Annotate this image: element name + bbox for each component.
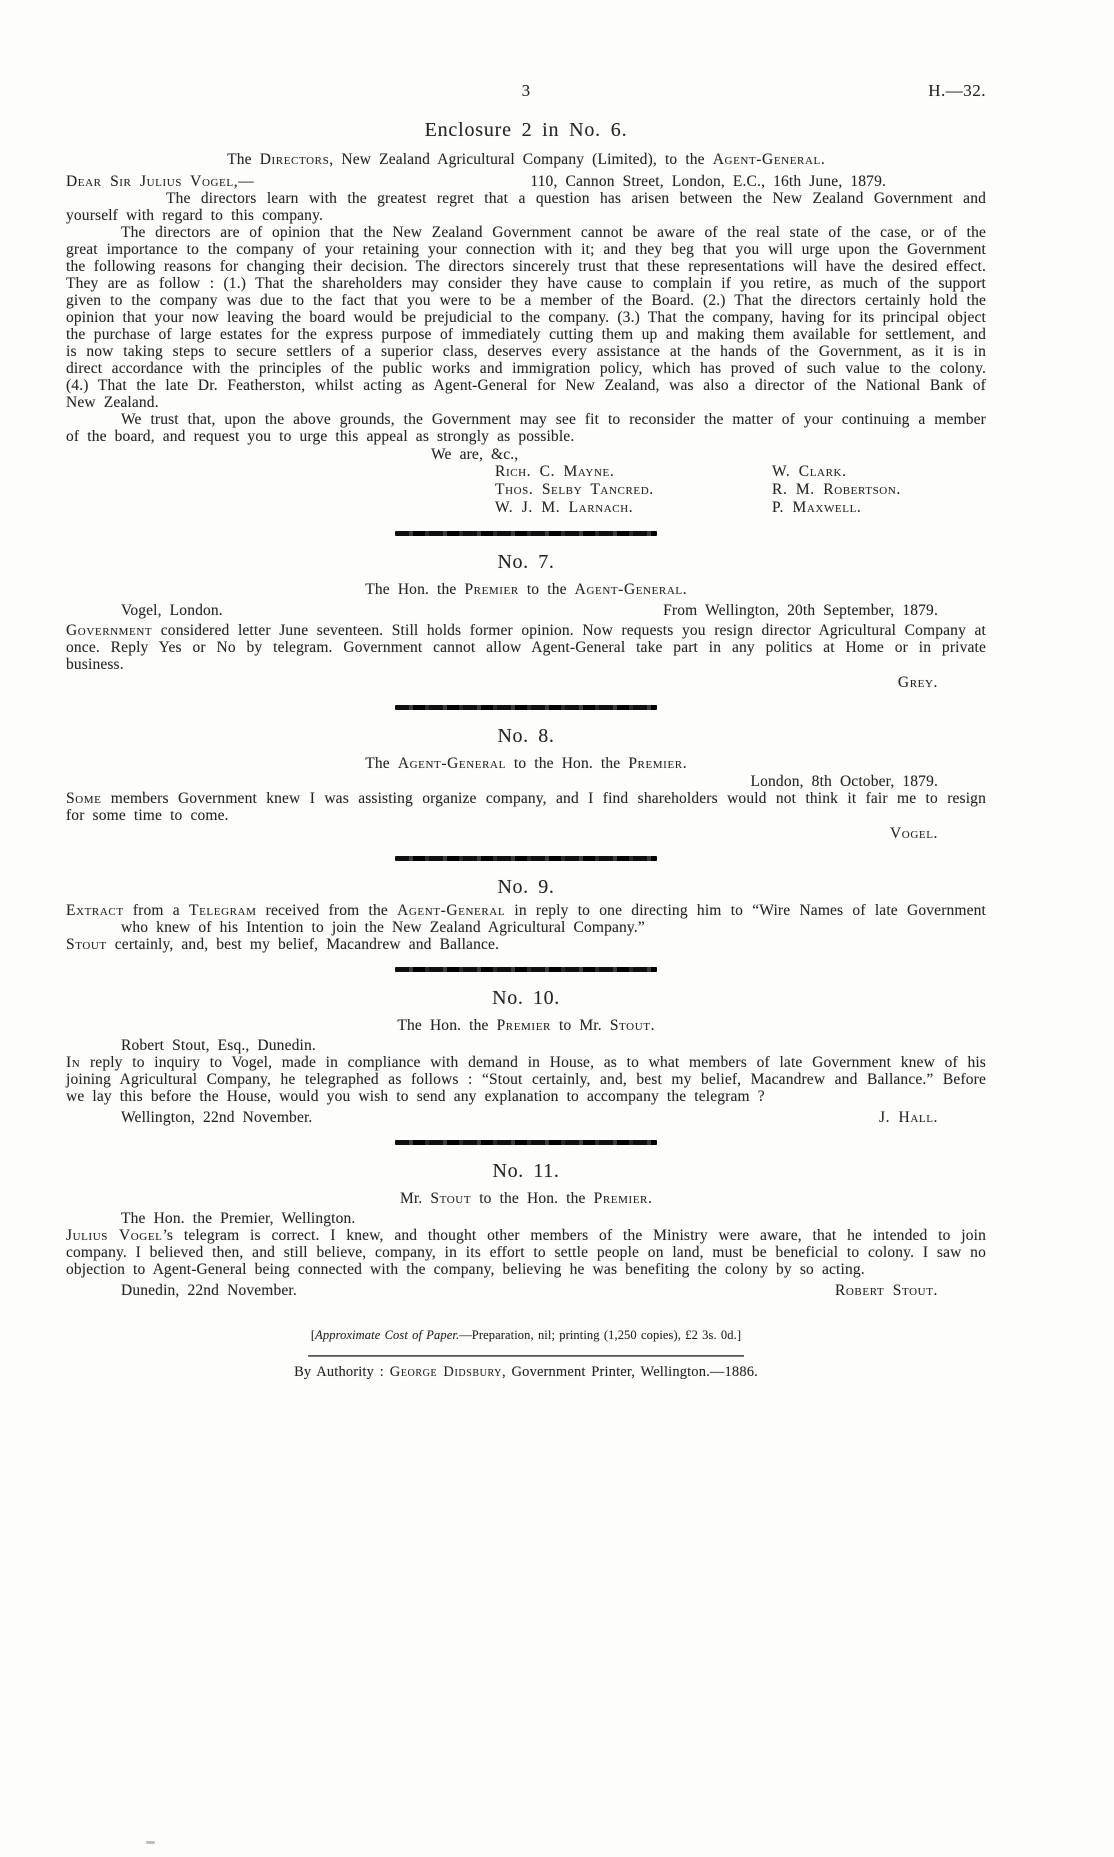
section-number: No. 9. [497, 876, 555, 898]
signoff-row [66, 1282, 986, 1299]
signature: P. Maxwell. [772, 499, 862, 516]
footer-cost-note: [Approximate Cost of Paper.—Preparation, nil; printing (1,250 copies), £2 3s. 0d.] [310, 1328, 742, 1342]
page-header [66, 82, 986, 102]
section-number: No. 7. [497, 551, 555, 573]
section-title: The Agent-General to the Hon. the Premier. [365, 755, 687, 772]
signature-row [495, 463, 986, 481]
paragraph: The directors are of opinion that the New Zealand Government cannot be aware of the real state of the case, or of the great importance to the company of your retaining your connection with it; and they beg that you will urge upon the Government the following reasons for changing their decision. The directors sincerely trust that these representations will have the desired effect. They are as follow : (1.) That the shareholders may consider they have cause to complain if you retire, as much of the support given to the company was due to the fact that you were to be a member of the Board. (2.) That the directors certainly hold the opinion that your now leaving the board would be prejudicial to the company. (3.) That the company, having for its principal object the purchase of large estates for the express purpose of immediately cutting them up and making them available for settlement, and is now taking steps to secure settlers of a superior class, deserves every assistance at the hands of the Government, as it is in direct accordance with the principles of the public works and immigration policy, which has proved of such value to the colony. (4.) That the late Dr. Featherston, whilst acting as Agent-General for New Zealand, was also a director of the National Bank of New Zealand. [66, 224, 986, 411]
section-divider [395, 967, 657, 972]
section-title: The Hon. the Premier to the Agent-General. [365, 581, 687, 598]
signature: W. J. M. Larnach. [495, 499, 634, 516]
place-date: Wellington, 22nd November. [121, 1109, 313, 1126]
dateline: From Wellington, 20th September, 1879. [663, 602, 938, 619]
dateline-row [66, 602, 986, 619]
section-title: Mr. Stout to the Hon. the Premier. [399, 1190, 653, 1207]
section-body: In reply to inquiry to Vogel, made in compliance with demand in House, as to what members of late Government knew of his joining Agricultural Company, he telegraphed as follows : “Stout certainly, and, best my belief, Macandrew and Ballance.” Before we lay this before the House, would you wish to send any explanation to accompany the telegram ? [66, 1054, 986, 1105]
closing: We are, &c., [431, 446, 519, 463]
doc-reference: H.—32. [928, 81, 986, 100]
signature-row [495, 481, 986, 499]
section-divider [395, 856, 657, 861]
section-signature: Robert Stout. [834, 1282, 938, 1299]
addressee: Robert Stout, Esq., Dunedin. [121, 1037, 316, 1054]
signature: Thos. Selby Tancred. [495, 481, 654, 498]
section-signature: Grey. [897, 674, 938, 691]
section-divider [395, 1140, 657, 1145]
salutation: Dear Sir Julius Vogel,— [66, 173, 255, 190]
paragraph: The directors learn with the greatest regret that a question has arisen between the New Zealand Government and yourself with regard to this company. [66, 190, 986, 224]
section-body: Government considered letter June seventeen. Still holds former opinion. Now requests you resign director Agricultural Company at once. Reply Yes or No by telegram. Government cannot allow Agent-General take part in any politics at Home or in private business. [66, 622, 986, 673]
place-date: Dunedin, 22nd November. [121, 1282, 297, 1299]
addressee: The Hon. the Premier, Wellington. [121, 1210, 356, 1227]
scan-artifact [146, 1841, 155, 1844]
letter-address: 110, Cannon Street, London, E.C., 16th June, 1879. [530, 173, 886, 190]
addressee: Vogel, London. [121, 602, 223, 619]
authority-line: By Authority : George Didsbury, Government Printer, Wellington.—1886. [294, 1364, 758, 1380]
signoff-row [66, 1109, 986, 1126]
telegram-reply-line: Stout certainly, and, best my belief, Macandrew and Ballance. [66, 936, 500, 953]
paragraph: We trust that, upon the above grounds, the Government may see fit to reconsider the matter of your continuing a member of the board, and request you to urge this appeal as strongly as possible. [66, 411, 986, 445]
section-signature: Vogel. [890, 825, 938, 842]
section-signature: J. Hall. [878, 1109, 938, 1126]
section-divider [395, 531, 657, 536]
section-body: Some members Government knew I was assisting organize company, and I find shareholders would not think it fair me to resign for some time to come. [66, 790, 986, 824]
footer-rule [308, 1355, 744, 1357]
section-body: Julius Vogel’s telegram is correct. I knew, and thought other members of the Ministry were aware, that he intended to join company. I believed then, and still believe, company, in its effort to settle people on land, must be beneficial to colony. I saw no objection to Agent-General being connected with the company, believing he was benefiting the colony by so acting. [66, 1227, 986, 1278]
section-title: The Hon. the Premier to Mr. Stout. [397, 1017, 655, 1034]
section-divider [395, 705, 657, 710]
signature: Rich. C. Mayne. [495, 463, 615, 480]
section-number: No. 10. [492, 987, 560, 1009]
section-number: No. 11. [492, 1160, 560, 1182]
dateline: London, 8th October, 1879. [750, 773, 938, 790]
letter-subject: The Directors, New Zealand Agricultural Company (Limited), to the Agent-General. [227, 151, 825, 168]
enclosure-heading: Enclosure 2 in No. 6. [424, 119, 628, 141]
signature: R. M. Robertson. [772, 481, 901, 498]
section-body: Extract from a Telegram received from the Agent-General in reply to one directing him to “Wire Names of late Government who knew of his Intention to join the New Zealand Agricultural Company.” [66, 902, 986, 936]
signature: W. Clark. [772, 463, 847, 480]
section-number: No. 8. [497, 725, 555, 747]
signature-row [495, 499, 986, 517]
page-number: 3 [521, 81, 531, 100]
salutation-row [66, 173, 986, 190]
